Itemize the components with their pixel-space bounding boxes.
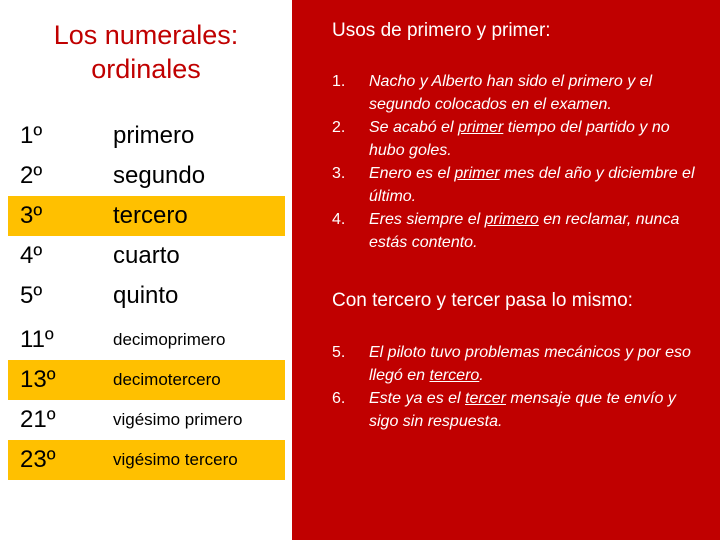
example-item <box>332 341 708 387</box>
ordinal-word: decimoprimero <box>113 330 226 349</box>
example-text-part: . <box>479 367 484 384</box>
example-text <box>369 344 691 384</box>
ordinal-word: vigésimo tercero <box>113 450 238 469</box>
example-number: 4. <box>332 211 346 228</box>
example-item <box>332 116 708 162</box>
example-number: 1. <box>332 73 346 90</box>
example-text-part: Se acabó el <box>369 119 458 136</box>
example-text-part: Eres siempre el <box>369 211 485 228</box>
ordinal-word: decimotercero <box>113 370 221 389</box>
example-number: 6. <box>332 390 346 407</box>
section2-heading: Con tercero y tercer pasa lo mismo: <box>332 290 633 311</box>
example-text <box>369 390 676 430</box>
example-item <box>332 70 708 116</box>
example-text <box>369 119 670 159</box>
right-panel <box>292 0 720 540</box>
example-underlined-word: primer <box>457 119 504 136</box>
ordinal-number: 21º <box>20 406 56 433</box>
section1-list <box>332 70 708 254</box>
ordinal-number: 1º <box>20 122 43 149</box>
ordinal-number: 11º <box>20 326 54 353</box>
example-text-part: mes del año y diciembre el último. <box>369 165 695 205</box>
example-text-part: mensaje que te envío y sigo sin respuesta. <box>369 390 676 430</box>
example-text <box>369 165 695 205</box>
example-underlined-word: tercer <box>465 390 506 407</box>
example-text-part: en reclamar, nunca estás contento. <box>369 211 680 251</box>
ordinal-word: tercero <box>113 202 188 229</box>
ordinal-row <box>8 400 285 440</box>
ordinal-word: segundo <box>113 162 206 189</box>
title-line-2: ordinales <box>91 54 201 84</box>
ordinal-number: 3º <box>20 202 43 229</box>
example-text-part: Este ya es el <box>369 390 466 407</box>
example-text-part: y el segundo colocados en el examen. <box>369 73 653 113</box>
ordinal-word: primero <box>113 122 195 149</box>
example-item <box>332 387 708 433</box>
ordinal-row <box>8 440 285 480</box>
ordinal-number: 4º <box>20 242 43 269</box>
example-text-part: primero <box>568 73 623 90</box>
example-underlined-word: primer <box>454 165 500 182</box>
section2-list <box>332 341 708 433</box>
page-title <box>20 18 272 86</box>
ordinal-row <box>8 236 285 276</box>
example-text-part: El piloto tuvo problemas mecánicos y por eso llegó en <box>369 344 691 384</box>
ordinal-number: 5º <box>20 282 43 309</box>
example-underlined-word: tercero <box>429 367 480 384</box>
ordinal-word: quinto <box>113 282 179 309</box>
ordinal-row <box>8 196 285 236</box>
example-number: 3. <box>332 165 346 182</box>
example-underlined-word: primero <box>484 211 539 228</box>
ordinal-row <box>8 320 285 360</box>
example-text <box>369 73 652 113</box>
example-item <box>332 162 708 208</box>
ordinal-number: 13º <box>20 366 56 393</box>
example-text-part: Enero es el <box>369 165 455 182</box>
ordinal-row <box>8 116 285 156</box>
example-text-part: Nacho y Alberto han sido el <box>369 73 569 90</box>
ordinal-row <box>8 276 285 316</box>
left-panel <box>0 0 292 540</box>
ordinal-word: vigésimo primero <box>113 410 243 429</box>
example-number: 2. <box>332 119 346 136</box>
ordinal-number: 23º <box>20 446 56 473</box>
ordinal-row <box>8 360 285 400</box>
ordinal-row <box>8 156 285 196</box>
title-line-1: Los numerales: <box>53 20 239 50</box>
example-text <box>369 211 679 251</box>
example-number: 5. <box>332 344 346 361</box>
example-item <box>332 208 708 254</box>
ordinal-number: 2º <box>20 162 43 189</box>
ordinal-word: cuarto <box>113 242 180 269</box>
example-text-part: tiempo del partido y no hubo goles. <box>369 119 670 159</box>
section1-heading: Usos de primero y primer: <box>332 20 551 41</box>
